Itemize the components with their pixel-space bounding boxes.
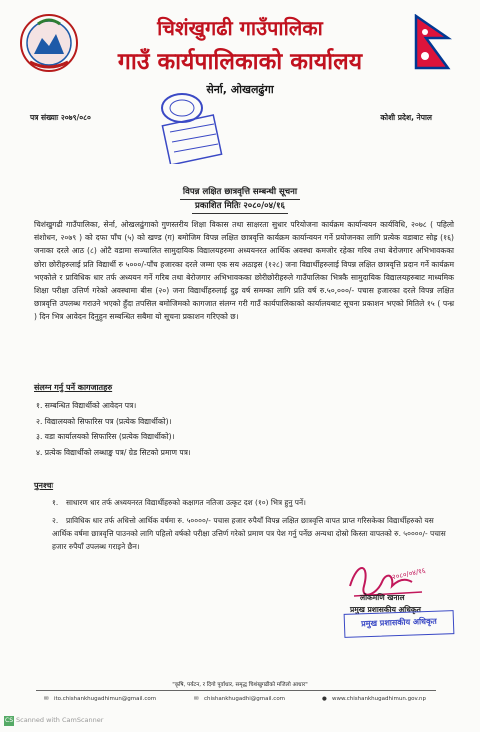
list-item: १. सम्बन्धित विद्यार्थीको आवेदन पत्र।: [36, 401, 137, 410]
signatory-title: प्रमुख प्रशासकीय अधिकृत: [350, 605, 421, 614]
notes-heading: पुनश्चः: [34, 481, 54, 490]
email-icon: ✉: [194, 696, 199, 702]
reference-number: पत्र संख्याः २०७९/०८०: [30, 113, 91, 122]
province-label: कोशी प्रदेश, नेपाल: [380, 113, 432, 122]
footer-email-2[interactable]: chishankhugadhi@gmail.com: [204, 696, 286, 702]
scanner-label: Scanned with CamScanner: [16, 716, 104, 724]
note-item: [52, 496, 452, 509]
note-text: साधारण धार तर्फ अध्ययनरत विद्यार्थीहरुको कक्षागत नतिजा उत्कृट दश (१०) भित्र हुनु पर्ने।: [66, 498, 306, 507]
note-text: प्राविधिक धार तर्फ अधित्तो आर्थिक वर्षमा रु. ५००००/- पचास हजार रुपैयाँ विपन्न लक्षित छात्रवृत्ति वापत प्राप्त गरिसकेका विद्यार्थीहरुको यस आर्थिक वर्षमा छात्रवृत्ति पाउनको लागि पहिलो वर्षको परीक्षा उत्तिर्ण गरेको प्रमाण पत्र पेश गर्नु पर्नेछ अन्यथा दोस्रो किस्ता वापतको रु. ५००००/- पचास हजार रुपैयाँ उपलब्ध गराइने छैन।: [52, 516, 446, 551]
office-address: सेर्ना, ओखलढुंगा: [206, 83, 274, 96]
list-item: ३. वडा कार्यालयको सिफारिस (प्रत्येक विद्यार्थीको)।: [36, 432, 175, 441]
office-name: गाउँ कार्यपालिकाको कार्यालय: [117, 49, 363, 75]
footer-website[interactable]: www.chishankhugadhimun.gov.np: [332, 696, 426, 702]
notice-title-line1: विपन्न लक्षित छात्रवृत्ति सम्बन्धी सूचना: [180, 186, 300, 200]
notice-title: [0, 186, 480, 214]
documents-list: [36, 398, 191, 460]
note-item: [52, 514, 452, 553]
notice-body: चिशंखुगढी गाउँपालिका, सेर्ना, ओखलढुंगाको गुणस्तरीय शिक्षा विकास तथा साक्षरता सुधार परियोजना कार्यक्रम कार्यान्वयन कार्यविधि, २०७८ ( पहिलो संशोधन, २०७९ ) को दफा पाँच (५) को खण्ड (ग) बमोजिम विपन्न लक्षित छात्रवृत्ति कार्यक्रम कार्यान्वयन गर्ने प्रयोजनका लागि प्रत्येक वडाबाट सोह्र (१६) जनाका दरले आठ (८) ओटै वडामा सञ्चालित सामुदायिक विद्यालयहरुमा अध्ययनरत आर्थिक अवस्था कमजोर रहेका गरिब तथा बेरोजगार अभिभावकका छोरा छोरीहरुलाई प्रति विद्यार्थी रु ५०००/-पाँच हजारका दरले जम्मा एक सय अठाइस (१२८) जना विद्यार्थीहरुलाई विपन्न लक्षित छात्रवृत्ति प्रदान गर्ने कार्यक्रम भएकोले र प्राविधिक धार तर्फ अध्ययन गर्ने गरिब तथा बेरोजगार अभिभावकका छोरीछोरीहरुले गाउँपालिका भित्रकै सामुदायिक विद्यालयहरुबाट माध्यमिक शिक्षा परीक्षा उत्तिर्ण गरेको अवस्थामा बीस (२०) जना विद्यार्थीहरुलाई दुइ वर्ष समम्का लागि प्रति वर्ष रु.५०,०००/- पचास हजारका दरले विपन्न लक्षित छात्रवृत्ति उपलब्ध गराउने भएको हुँदा तपसिल बमोजिमको कागजात संलग्न गरी गाउँ कार्यपालिकाको कार्यालयबाट सूचना प्रकाशन भएको मितिले १५ ( पन्ध्र ) दिन भित्र आवेदन दिनुहुन सम्बन्धित सबैमा यो सूचना प्रकाशन गरिएको छ।: [34, 220, 454, 322]
signature-date: २०८०/०४/१६: [391, 566, 427, 582]
signatory-name: लोकमणि खनाल: [360, 593, 405, 602]
note-number: २.: [52, 516, 59, 525]
footer-divider: [36, 690, 436, 691]
notice-published-date: प्रकाशित मितिः २०८०/०४/१६: [192, 200, 288, 214]
camscanner-icon: CS: [5, 717, 13, 724]
municipality-name: चिशंखुगढी गाउँपालिका: [157, 16, 323, 40]
globe-icon: ●: [322, 696, 327, 702]
dispatch-stamp-icon: [148, 88, 232, 164]
designation-stamp: प्रमुख प्रशासकीय अधिकृत: [344, 610, 455, 638]
signature-icon: [342, 556, 452, 612]
note-number: १.: [52, 498, 59, 507]
scanner-watermark: [4, 716, 103, 726]
documents-heading: संलग्न गर्नु पर्ने कागजातहरु: [34, 383, 113, 392]
footer-motto: "कृषि, पर्यटन, र दिगो पूर्वाधार, समृद्ध चिशंखुगढीको मजिलो आधार": [172, 682, 308, 688]
list-item: ४. प्रत्येक विद्यार्थीको लब्धाङ्क पत्र/ ग्रेड सिटको प्रमाण पत्र।: [36, 447, 191, 457]
list-item: २. विद्यालयको सिफारिस पत्र (प्रत्येक विद्यार्थीको)।: [36, 416, 172, 426]
footer-email-1[interactable]: ito.chishankhugadhimun@gmail.com: [54, 696, 157, 702]
email-icon: ✉: [44, 696, 49, 702]
